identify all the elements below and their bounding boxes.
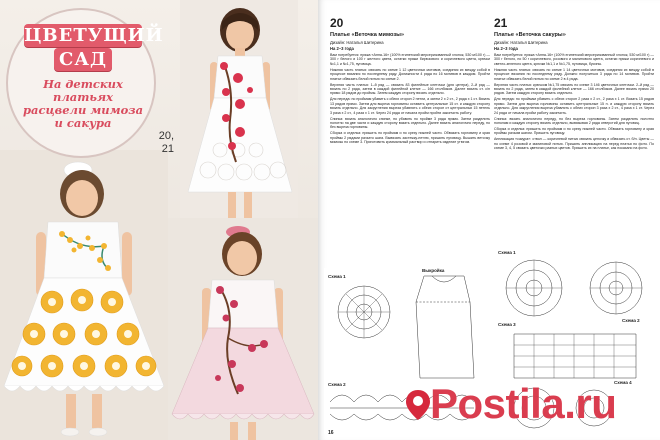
paragraph: Для переда: по проймам убавить с обеих сторон 2 петли, а затем 2 х 2 ст., 2 ряда х 1 ст. Вязать 13 рядов прямо. Затем для выреза горловины оставить центральные 15 ст. и каждую сторону вязать отдельно. Для закругления выреза убавлять с обеих сторон от центральных 15 петель 3 раза х 2 ст., 4 раза х 1 ст. Через 24 ряда от начала пройм пройти закончить работу. [330, 97, 490, 115]
diagram-label: Схема 3 [498, 322, 516, 327]
paragraph: Нижняя часть платья: связать по схеме 1 14 цветочных мотивов, соединяя их между собой в процессе вязания по последнему ряду. Должно получиться 3 ряда по 14 мотивов. Пройти платье обвязать белой нитью по схеме 2 в 4 ряда. [494, 67, 654, 81]
badge-title-line-1: ЦВЕТУЩИЙ [24, 25, 164, 46]
photo-girl-sakura-red [180, 0, 298, 228]
photo-page [0, 0, 318, 440]
paragraph: Сборка и отделка: пришить по проймам и по срезу нижней части. Обвязать горловину и края проймы 2 рядами рачьего шага. Вывязать застежку-петлю, пришить пуговицу. Вышить веточку мимозы по схеме 3. Приготовить крахмальный раствор и отпарить изделие утюгом. [330, 131, 490, 145]
paragraph: Верхняя часть платья: 1–й ряд — связать 83 филейные клеточки (для центра), 2–й ряд — вязать по 2 ряда, затем в каждой филейной клетке — 166 столбиков. Далее вязать ст. с/н прямо 18 рядов до проймы. Затем каждую сторону вязать отдельно. [330, 82, 490, 96]
page-folio: 16 [328, 430, 334, 436]
badge-subtitle: На детских платьях расцвели мимоза и сакура [22, 77, 144, 130]
paragraph: Нижняя часть платья: связать по схеме 1 12 цветочных мотивов, соединяя их между собой в процессе вязания по последнему ряду. Долижности 4 ряда по 16 мотивов в каждом. Пройти платье обвязать белой нитью по схеме 2. [330, 67, 490, 81]
badge-title-line-2: САД [54, 48, 112, 71]
diagram-label: Схема 4 [614, 380, 632, 385]
pattern-column-mimosa [330, 16, 490, 146]
pattern-title: Платье «Веточка сакуры» [494, 32, 566, 38]
diagram-label: Схема 1 [498, 250, 516, 255]
title-badge [6, 8, 164, 158]
pattern-size: На 2–3 года [330, 46, 354, 51]
paragraph: Вам потребуется: пряжа «Анна-16» (100% египетский мерсеризованный хлопок, 530 м/100 г) — 300 г белого, по 50 г коричневого, розового и малинового цвета, остатки пряжи коричневого и светло-зеленого цвета, крючки №1,1 и №1,75, пуговица, бусины. [494, 53, 654, 66]
pattern-size: На 2–3 года [494, 46, 518, 51]
photo-girl-sakura-pink [168, 218, 318, 440]
paragraph: Спинка: вязать аналогично переду, но без выреза горловины. Затем разделить полотно пополам и каждую сторону вязать отдельно, вывязывая 2 ряда отверстий для пуговиц. [494, 116, 654, 126]
pattern-column-sakura [494, 16, 654, 152]
paragraph: Спинка: вязать аналогично спинке, но убавить по пройме 3 ряда прямо. Затем разделить полотно на две части и каждую сторону вязать отдельно. Далее вязать аналогично переду, но без выреза горловины. [330, 116, 490, 130]
photo-page-numbers: 20, 21 [158, 130, 174, 155]
badge-title [8, 24, 164, 70]
paragraph: Верхняя часть платья: крючком №1,75 связать по схеме 3 146 цветочных клеточки. 2–й ряд — вязать по 2 ряда, затем в каждой филейной клетке — 166 столбиков. Далее вязать прямо 20 рядов. Затем каждую сторону вязать отдельно. [494, 82, 654, 96]
watermark-text[interactable]: Postila.ru [430, 380, 617, 427]
pin-icon [404, 388, 432, 422]
pattern-title: Платье «Веточка мимозы» [330, 32, 405, 38]
diagram-label: Выкройка [422, 268, 445, 273]
paragraph: Сборка и отделка: пришить по проймам и по срезу нижней части. Обвязать горловину и края проймы рачьим шагом. Пришить пуговицу. [494, 127, 654, 136]
pattern-designer: Дизайн: Наталья Шитерина [494, 40, 548, 45]
paragraph: Вам потребуется: пряжа «Анна-16» (100% египетский мерсеризованный хлопок, 530 м/100 г) — 300 г белого и 100 г желтого цвета, остатки пряжи бирюзового и коричневого цвета, крючки №1,1 и №1,75, пуговица. [330, 53, 490, 66]
diagram-label: Схема 2 [622, 318, 640, 323]
pattern-designer: Дизайн: Наталья Шитерина [330, 40, 384, 45]
photo-girl-mimosa [0, 150, 168, 440]
pattern-number: 20 [330, 16, 344, 30]
paragraph: Для переда: по проймам убавить с обеих сторон 2 раза х 2 ст., 2 раза х 1 ст. Вязать 15 рядов прямо. Затем для выреза горловины оставить центральные 15 п. и каждую сторону вязать отдельно. Для закругления выреза убавлять с обеих сторон 3 раза х 2 ст., 4 раза х 1 ст. Через 24 ряда от начала пройм работу закончить. [494, 97, 654, 115]
diagram-label: Схема 1 [328, 274, 346, 279]
instructions-page [318, 0, 660, 440]
diagram-label: Схема 2 [328, 382, 346, 387]
pattern-number: 21 [494, 16, 508, 30]
paragraph: Аппликация «сакура»: ствол — коричневой нитью связать цепочку и обвязать ст. б/н. Цветы — по схеме 4 розовой и малиновой нитью. Пришить аппликацию на перед платья по фото. По схеме 3, 4, 5 связать цветочки разных цветов. Пришить их на платье, как показано на фото. [494, 137, 654, 151]
